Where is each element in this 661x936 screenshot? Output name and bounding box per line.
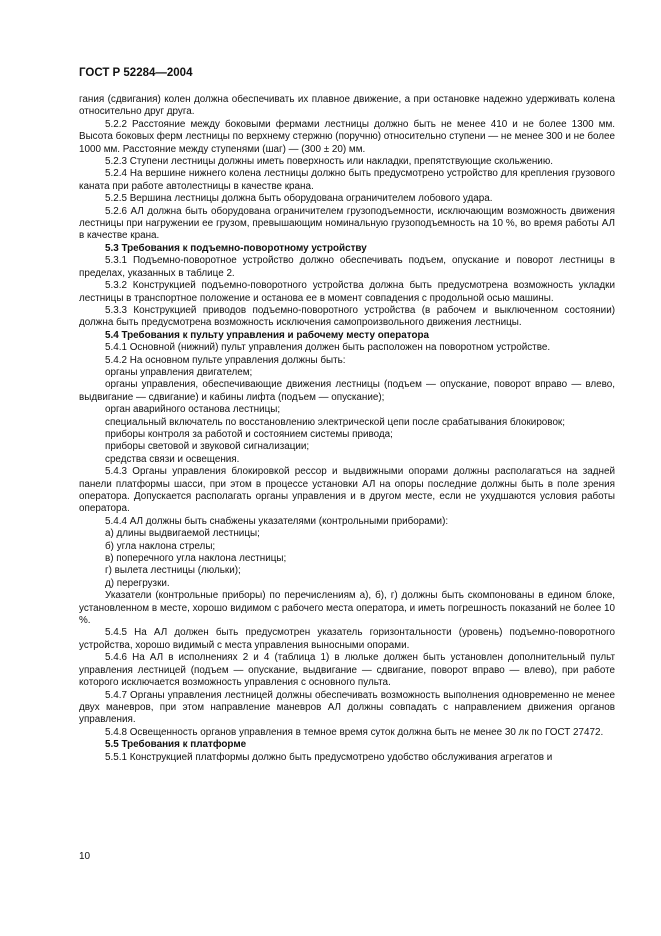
paragraph: 5.2.4 На вершине нижнего колена лестницы должно быть предусмотрено устройство для крепления грузового каната при работе автолестницы в качестве крана. [79, 168, 615, 192]
list-item: а) длины выдвигаемой лестницы; [105, 528, 260, 540]
list-item: г) вылета лестницы (люльки); [105, 565, 241, 577]
list-item: органы управления, обеспечивающие движения лестницы (подъем — опускание, поворот вправо — влево, выдвигание — сдвигание) и кабины лифта (подъем — опускание); [79, 379, 615, 403]
paragraph: гания (сдвигания) колен должна обеспечивать их плавное движение, а при остановке надежно удерживать колена относительно друг друга. [79, 94, 615, 118]
paragraph: 5.3.1 Подъемно-поворотное устройство должно обеспечивать подъем, опускание и поворот лестницы в пределах, указанных в таблице 2. [79, 255, 615, 279]
paragraph: 5.4.5 На АЛ должен быть предусмотрен указатель горизонтальности (уровень) подъемно-поворотного устройства, хорошо видимый с места управления выносными опорами. [79, 627, 615, 651]
page-number: 10 [79, 851, 91, 862]
section-heading: 5.4 Требования к пульту управления и рабочему месту оператора [105, 329, 430, 341]
section-heading: 5.5 Требования к платформе [105, 739, 247, 751]
paragraph: 5.2.3 Ступени лестницы должны иметь поверхность или накладки, препятствующие скольжению. [105, 156, 553, 168]
list-item: средства связи и освещения. [105, 453, 240, 465]
paragraph: 5.5.1 Конструкцией платформы должно быть предусмотрено удобство обслуживания агрегатов и [105, 751, 553, 763]
paragraph: 5.4.6 На АЛ в исполнениях 2 и 4 (таблица 1) в люльке должен быть установлен дополнительный пульт управления лестницей (подъем — опускание, выдвигание — сдвигание, поворот вправо — влево), при работе которого исключается возможность управления с основного пульта. [79, 652, 615, 689]
paragraph: 5.4.4 АЛ должны быть снабжены указателями (контрольными приборами): [105, 515, 449, 527]
paragraph: 5.4.3 Органы управления блокировкой рессор и выдвижными опорами должны располагаться на задней панели платформы шасси, при этом в процессе установки АЛ на опоры последние должны быть в поле зрения оператора. Допускается располагать органы управления и в другом месте, если не ухудшаются условия работы оператора. [79, 466, 615, 515]
paragraph: 5.4.1 Основной (нижний) пульт управления должен быть расположен на поворотном устройстве. [105, 342, 551, 354]
list-item: орган аварийного останова лестницы; [105, 404, 281, 416]
document-body [79, 94, 615, 764]
paragraph: 5.3.3 Конструкцией приводов подъемно-поворотного устройства (в рабочем и выключенном состоянии) должна быть предусмотрена возможность исключения самопроизвольного движения лестницы. [79, 304, 615, 329]
document-header: ГОСТ Р 52284—2004 [79, 67, 193, 79]
list-item: д) перегрузки. [105, 577, 170, 589]
list-item: б) угла наклона стрелы; [105, 540, 216, 552]
paragraph: 5.3.2 Конструкцией подъемно-поворотного устройства должна быть предусмотрена возможность укладки лестницы в транспортное положение и останова ее в момент совпадения с продольной осью машины. [79, 280, 615, 304]
paragraph: 5.2.2 Расстояние между боковыми фермами лестницы должно быть не менее 410 и не более 1300 мм. Высота боковых ферм лестницы по верхнему стержню (поручню) относительно ступени — не менее 300 и не более 1000 мм. Расстояние между ступенями (шаг) — (300 ± 20) мм. [79, 118, 615, 155]
paragraph: 5.4.2 На основном пульте управления должны быть: [105, 354, 346, 366]
paragraph: Указатели (контрольные приборы) по перечислениям а), б), г) должны быть скомпонованы в едином блоке, установленном в месте, хорошо видимом с рабочего места оператора, и иметь погрешность показаний не более 10 %. [79, 590, 615, 627]
list-item: органы управления двигателем; [105, 366, 253, 378]
list-item: специальный включатель по восстановлению электрической цепи после срабатывания блокировок; [105, 416, 565, 428]
list-item: приборы световой и звуковой сигнализации; [105, 441, 310, 453]
list-item: в) поперечного угла наклона лестницы; [105, 553, 287, 565]
list-item: приборы контроля за работой и состоянием системы привода; [105, 428, 393, 440]
paragraph: 5.4.7 Органы управления лестницей должны обеспечивать возможность выполнения одновременно не менее двух маневров, при этом направление маневров АЛ должны совпадать с направлением движения органов управления. [79, 689, 615, 726]
paragraph: 5.2.5 Вершина лестницы должна быть оборудована ограничителем лобового удара. [105, 193, 493, 205]
paragraph: 5.4.8 Освещенность органов управления в темное время суток должна быть не менее 30 лк по ГОСТ 27472. [105, 726, 604, 738]
paragraph: 5.2.6 АЛ должна быть оборудована ограничителем грузоподъемности, исключающим возможность движения лестницы при нагружении ее грузом, превышающим номинальную грузоподъемность на 10 %, во время работы АЛ в качестве крана. [79, 205, 615, 242]
section-heading: 5.3 Требования к подъемно-поворотному устройству [105, 242, 367, 254]
